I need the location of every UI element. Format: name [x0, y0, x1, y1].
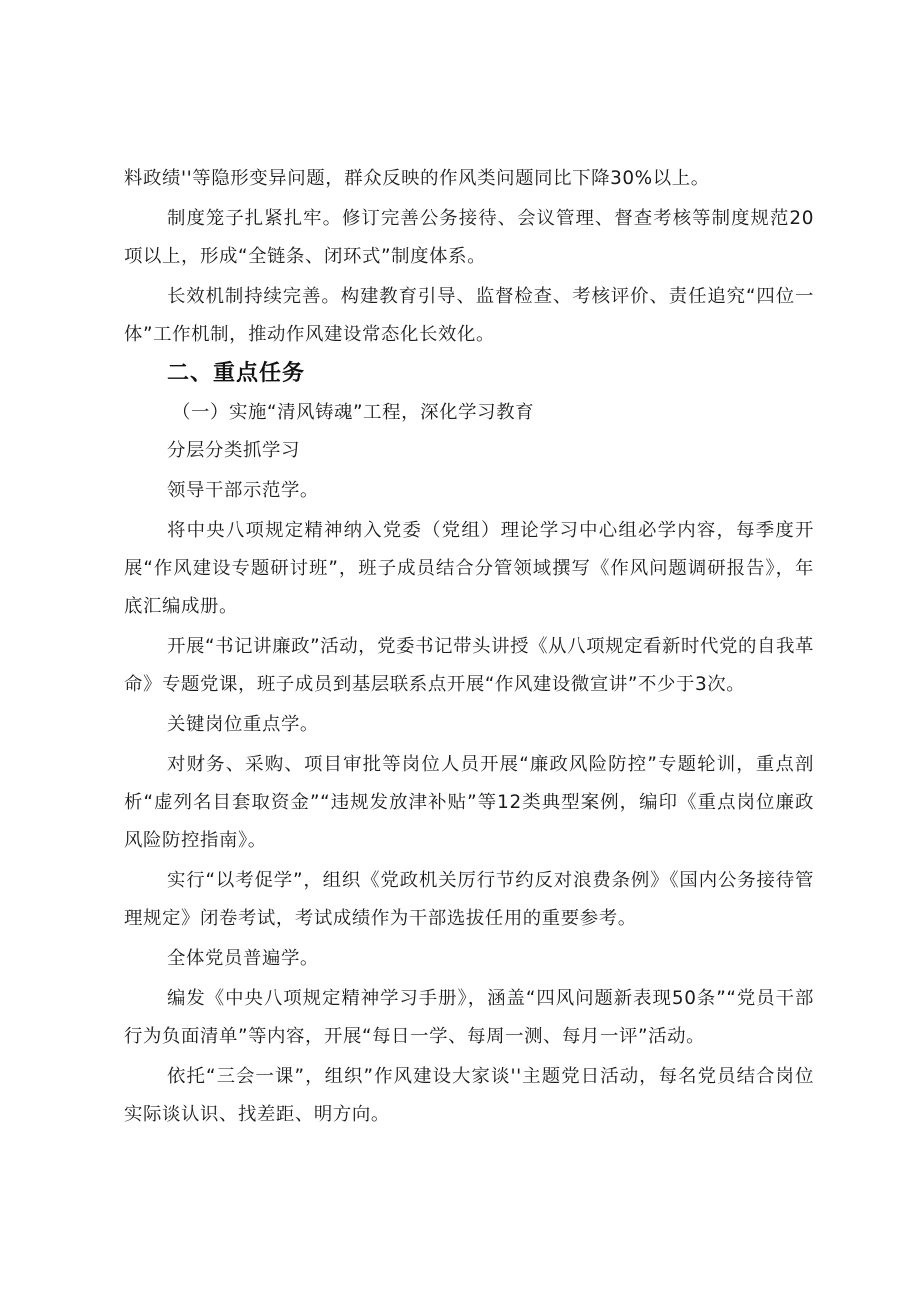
paragraph-institution: 制度笼子扎紧扎牢。修订完善公务接待、会议管理、督查考核等制度规范20项以上，形成“全链条、闭环式”制度体系。	[124, 208, 814, 267]
paragraph-continued: 料政绩''等隐形变异问题，群众反映的作风类问题同比下降30%以上。	[124, 168, 710, 189]
paragraph-secretary-lecture: 开展“书记讲廉政”活动，党委书记带头讲授《从八项规定看新时代党的自我革命》专题党课，班子成员到基层联系点开展“作风建设微宣讲”不少于3次。	[124, 636, 814, 695]
paragraph-key-posts: 关键岗位重点学。	[167, 714, 319, 735]
paragraph-exam: 实行“以考促学”，组织《党政机关厉行节约反对浪费条例》《国内公务接待管理规定》闭卷考试，考试成绩作为干部选拔任用的重要参考。	[124, 870, 814, 929]
subsection-heading: （一）实施“清风铸魂”工程，深化学习教育	[172, 402, 535, 423]
paragraph-topic: 分层分类抓学习	[167, 440, 300, 461]
paragraph-mechanism: 长效机制持续完善。构建教育引导、监督检查、考核评价、责任追究“四位一体”工作机制，推动作风建设常态化长效化。	[124, 286, 814, 345]
paragraph-all-members: 全体党员普遍学。	[167, 948, 319, 969]
paragraph-handbook: 编发《中央八项规定精神学习手册》，涵盖“四风问题新表现50条”“党员干部行为负面清单”等内容，开展“每日一学、每周一测、每月一评”活动。	[124, 988, 814, 1047]
paragraph-risk-training: 对财务、采购、项目审批等岗位人员开展“廉政风险防控”专题轮训，重点剖析“虚列名目套取资金”“违规发放津补贴”等12类典型案例，编印《重点岗位廉政风险防控指南》。	[124, 754, 814, 851]
section-heading: 二、重点任务	[167, 361, 306, 386]
paragraph-party-day: 依托“三会一课”，组织”作风建设大家谈''主题党日活动，每名党员结合岗位实际谈认识、找差距、明方向。	[124, 1066, 814, 1125]
paragraph-study-group: 将中央八项规定精神纳入党委（党组）理论学习中心组必学内容，每季度开展“作风建设专题研讨班”，班子成员结合分管领域撰写《作风问题调研报告》，年底汇编成册。	[124, 520, 814, 617]
document-body	[124, 160, 814, 1134]
paragraph-leaders: 领导干部示范学。	[167, 480, 319, 501]
